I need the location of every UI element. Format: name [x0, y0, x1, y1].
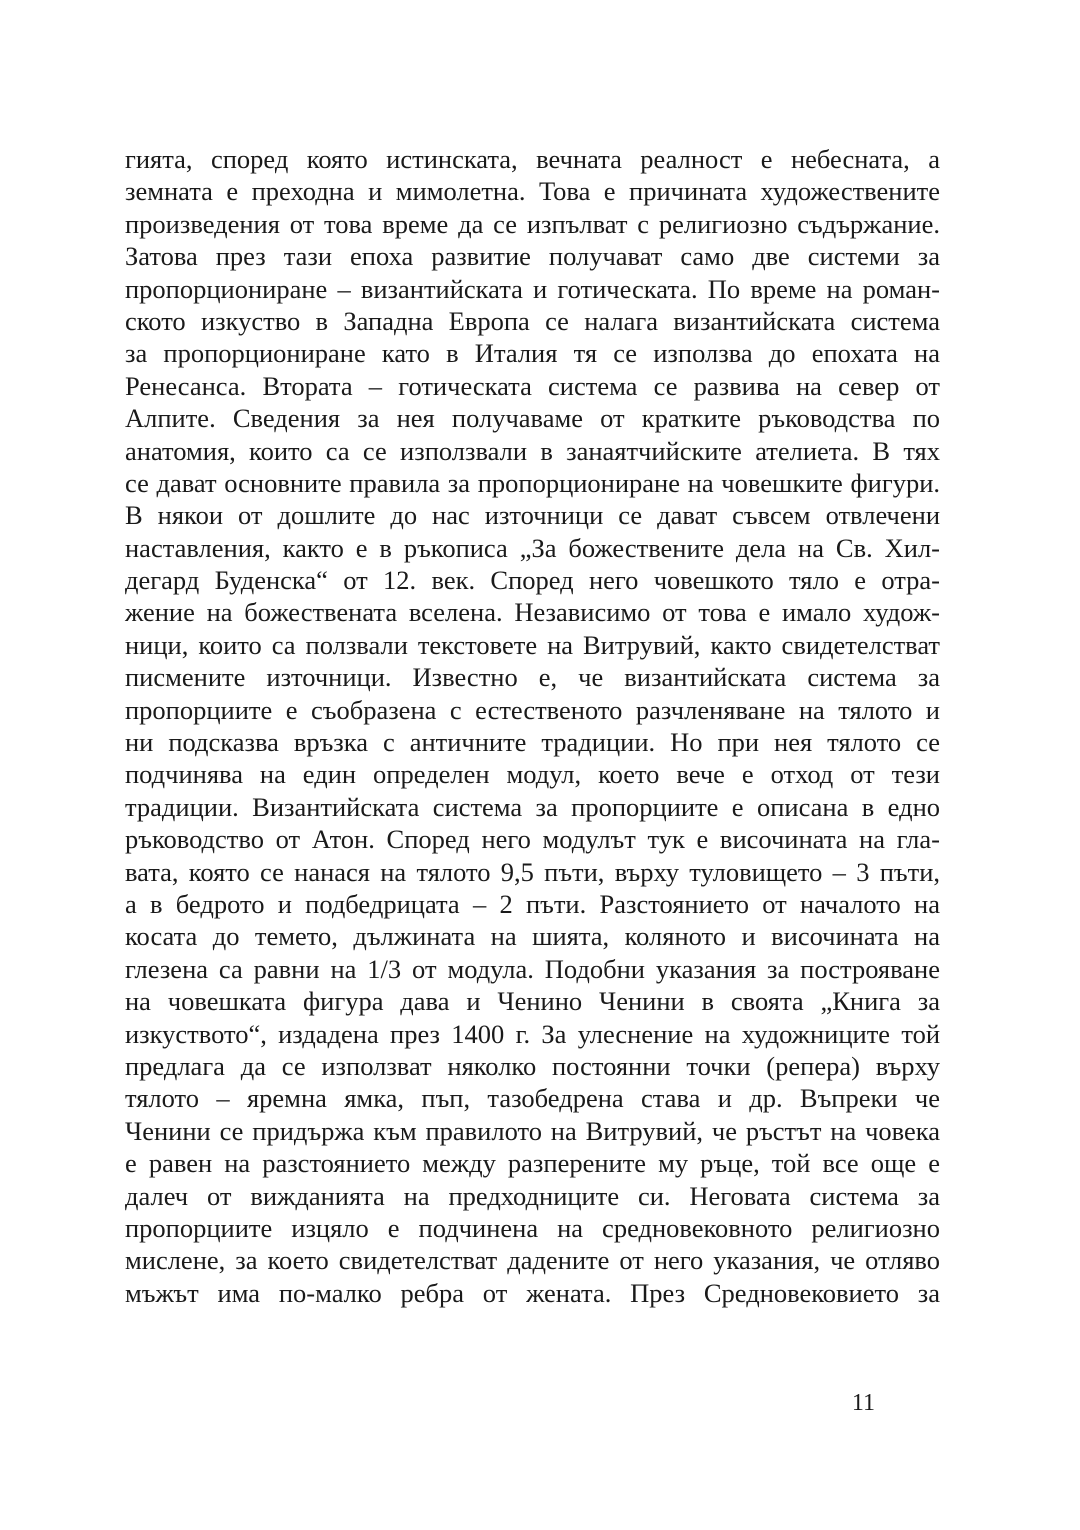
text-line: пропорциониране – византийската и готическата. По време на роман-	[125, 273, 940, 304]
text-line: Затова през тази епоха развитие получават само две системи за	[125, 241, 940, 272]
text-line: се дават основните правила за пропорциониране на човешките фигури.	[125, 467, 940, 498]
text-line: косата до темето, дължината на шията, коляното и височината на	[125, 921, 940, 952]
body-text	[125, 143, 940, 1309]
text-line: дегард Буденска“ от 12. век. Според него човешкото тяло е отра-	[125, 565, 940, 596]
text-line: за пропорциониране като в Италия тя се използва до епохата на	[125, 338, 940, 369]
text-line: произведения от това време да се изпълват с религиозно съдържание.	[125, 208, 940, 239]
text-line: изкуството“, издадена през 1400 г. За улеснение на художниците той	[125, 1018, 940, 1049]
text-line: гията, според която истинската, вечната реалност е небесната, а	[125, 144, 940, 174]
text-line: ници, които са ползвали текстовете на Витрувий, както свидетелстват	[125, 629, 940, 660]
text-line: традиции. Византийската система за пропорциите е описана в едно	[125, 791, 940, 822]
text-line: анатомия, които са се използвали в занаятчийските ателиета. В тях	[125, 435, 940, 466]
text-line: пропорциите е съобразена с естественото разчленяване на тялото и	[125, 694, 940, 725]
text-line: Ченини се придържа към правилото на Витрувий, че ръстът на човека	[125, 1115, 940, 1146]
text-line: глезена са равни на 1/3 от модула. Подобни указания за построяване	[125, 953, 940, 984]
text-line: ското изкуство в Западна Европа се налага византийската система	[125, 305, 940, 336]
text-line: а в бедрото и подбедрицата – 2 пъти. Разстоянието от началото на	[125, 888, 940, 919]
text-line: земната е преходна и мимолетна. Това е причината художествените	[125, 176, 940, 207]
text-line: е равен на разстоянието между разперените му ръце, той все още е	[125, 1148, 940, 1179]
text-line: далеч от вижданията на предходниците си. Неговата система за	[125, 1180, 940, 1211]
text-line: вата, която се нанася на тялото 9,5 пъти, върху туловището – 3 пъти,	[125, 856, 940, 887]
text-line: наставления, както е в ръкописа „За божествените дела на Св. Хил-	[125, 532, 940, 563]
page-number: 11	[851, 1390, 875, 1416]
text-line: ни подсказва връзка с античните традиции. Но при нея тялото се	[125, 727, 940, 758]
text-line: на човешката фигура дава и Ченино Ченини в своята „Книга за	[125, 986, 940, 1017]
text-line: предлага да се използват няколко постоянни точки (репера) върху	[125, 1050, 940, 1081]
text-line: мъжът има по-малко ребра от жената. През Средновековието за	[125, 1277, 940, 1308]
text-line: жение на божествената вселена. Независимо от това е имало худож-	[125, 597, 940, 628]
text-line: В някои от дошлите до нас източници се дават съвсем отвлечени	[125, 500, 940, 531]
text-line: Ренесанса. Втората – готическата система се развива на север от	[125, 370, 940, 401]
text-line: писмените източници. Известно е, че византийската система за	[125, 662, 940, 693]
text-line: подчинява на един определен модул, което вече е отход от тези	[125, 759, 940, 790]
text-line: Алпите. Сведения за нея получаваме от кратките ръководства по	[125, 403, 940, 434]
text-line: пропорциите изцяло е подчинена на средновековното религиозно	[125, 1212, 940, 1243]
text-line: ръководство от Атон. Според него модулът тук е височината на гла-	[125, 824, 940, 855]
text-line: тялото – яремна ямка, пъп, тазобедрена става и др. Въпреки че	[125, 1083, 940, 1114]
text-line: мислене, за което свидетелстват дадените от него указания, че отляво	[125, 1245, 940, 1276]
